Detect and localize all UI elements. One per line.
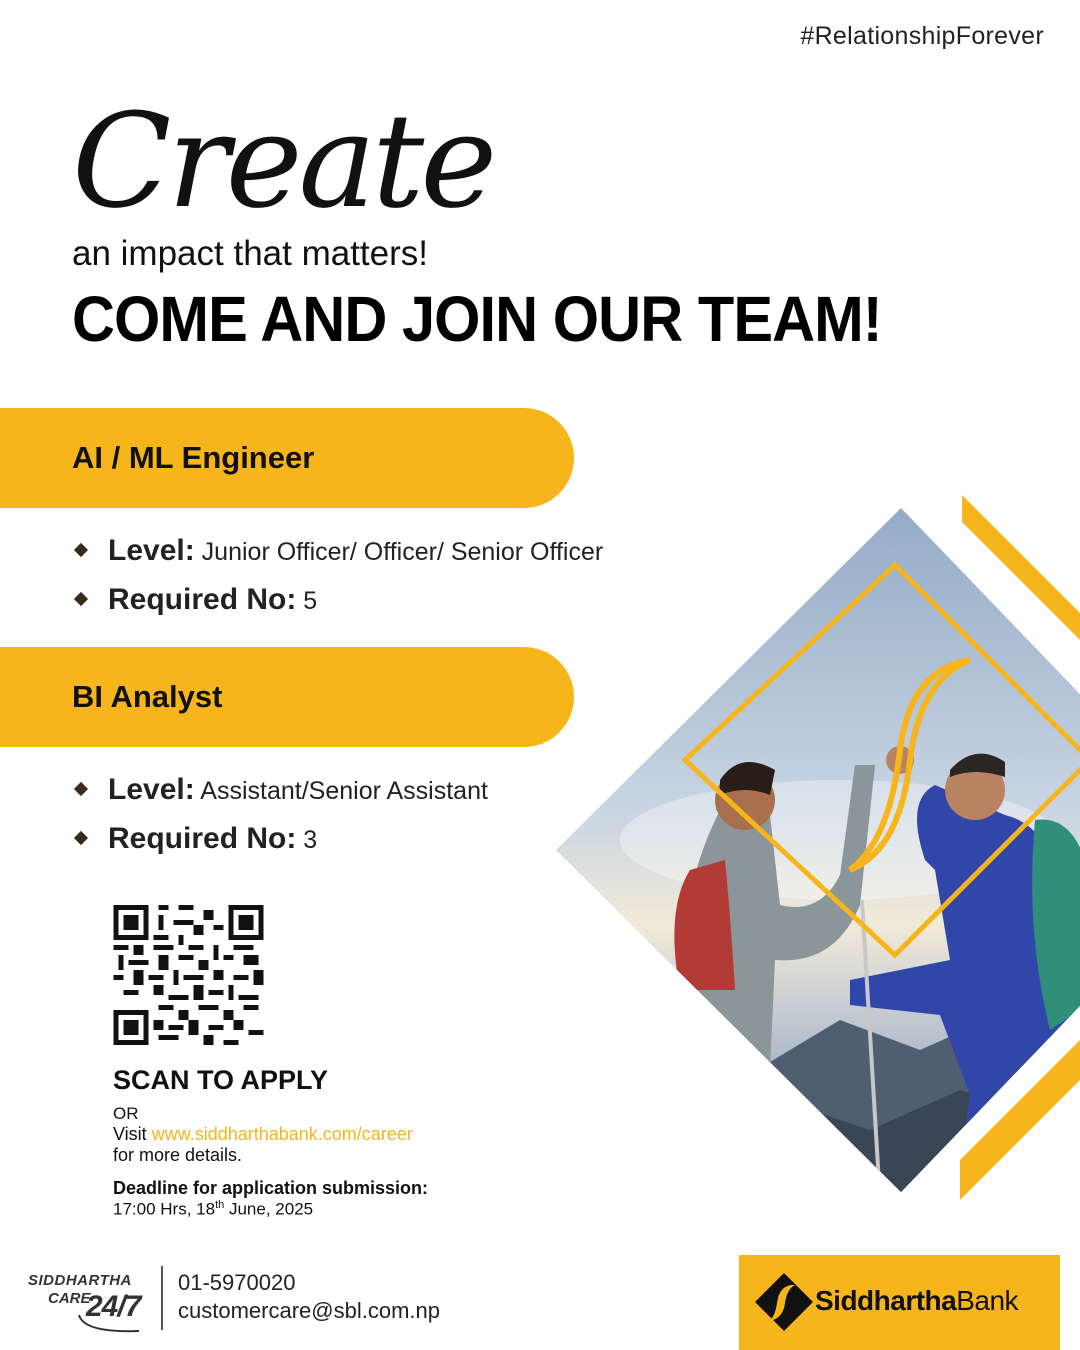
required-label: Required No: xyxy=(108,583,297,616)
position-title: AI / ML Engineer xyxy=(72,440,315,475)
care-line2: CARE xyxy=(48,1290,91,1307)
required-value: 3 xyxy=(303,826,318,854)
bullet-diamond-icon xyxy=(74,592,88,606)
call-to-action-heading: COME AND JOIN OUR TEAM! xyxy=(72,283,882,355)
visit-prefix: Visit xyxy=(113,1124,147,1144)
level-value: Assistant/Senior Assistant xyxy=(200,777,488,805)
deadline-sup: th xyxy=(215,1199,225,1211)
care-line3: 24/7 xyxy=(86,1290,141,1323)
position-details-bi-analyst xyxy=(76,765,488,863)
footer-divider xyxy=(161,1266,163,1330)
required-row xyxy=(76,814,488,863)
deadline-date xyxy=(113,1199,313,1220)
care-line1: SIDDHARTHA xyxy=(28,1272,132,1289)
visit-line xyxy=(113,1124,413,1145)
level-label: Level: xyxy=(108,773,195,806)
headline-script: Create xyxy=(72,85,494,237)
position-band-bi-analyst xyxy=(0,647,574,747)
or-label: OR xyxy=(113,1104,139,1123)
position-title: BI Analyst xyxy=(72,679,223,714)
bank-emblem-icon xyxy=(753,1271,815,1333)
siddhartha-care-logo xyxy=(26,1270,151,1338)
qr-code-icon[interactable] xyxy=(113,905,264,1045)
scan-to-apply-label: SCAN TO APPLY xyxy=(113,1065,329,1095)
required-value: 5 xyxy=(303,587,318,615)
tagline: an impact that matters! xyxy=(72,234,428,273)
bullet-diamond-icon xyxy=(74,543,88,557)
required-row xyxy=(76,575,603,624)
position-details-ai-ml xyxy=(76,526,603,624)
bank-name-bold: Siddhartha xyxy=(815,1285,957,1316)
deadline-label: Deadline for application submission: xyxy=(113,1178,429,1198)
level-label: Level: xyxy=(108,534,195,567)
level-row xyxy=(76,765,488,814)
career-link[interactable]: www.siddharthabank.com/career xyxy=(151,1124,413,1144)
bank-name-light: Bank xyxy=(956,1285,1019,1316)
bullet-diamond-icon xyxy=(74,782,88,796)
required-label: Required No: xyxy=(108,822,297,855)
email-address[interactable]: customercare@sbl.com.np xyxy=(178,1298,440,1323)
bullet-diamond-icon xyxy=(74,831,88,845)
details-suffix: for more details. xyxy=(113,1145,243,1165)
bank-name xyxy=(815,1285,1018,1317)
care-swoosh-icon xyxy=(74,1310,144,1336)
level-value: Junior Officer/ Officer/ Senior Officer xyxy=(201,538,604,566)
deadline-time: 17:00 Hrs, 18 xyxy=(113,1199,216,1219)
phone-number[interactable]: 01-5970020 xyxy=(178,1270,296,1295)
bank-logo-badge xyxy=(739,1255,1060,1350)
position-band-ai-ml xyxy=(0,408,574,508)
level-row xyxy=(76,526,603,575)
hero-image xyxy=(540,480,1080,1220)
hashtag: #RelationshipForever xyxy=(800,22,1044,50)
deadline-rest: June, 2025 xyxy=(224,1199,314,1219)
